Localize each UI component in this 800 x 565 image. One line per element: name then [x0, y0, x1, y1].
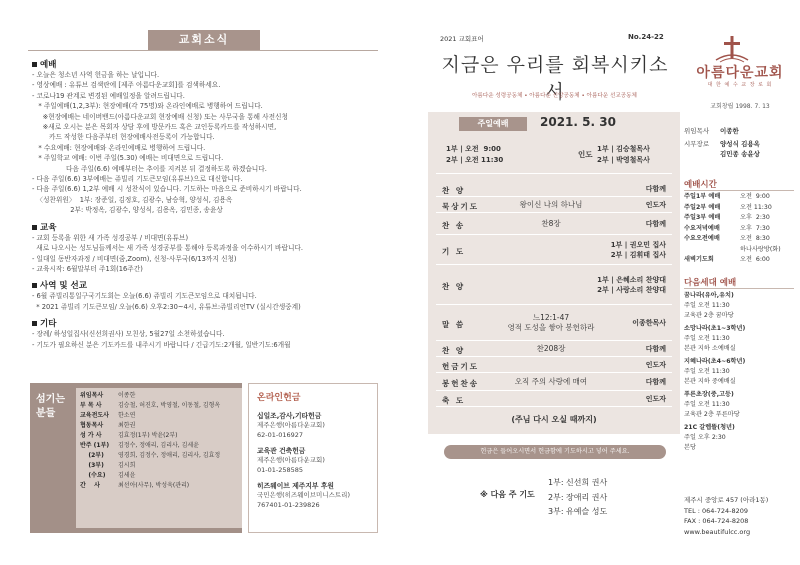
order-leader: 인도자 [645, 395, 666, 403]
service-name: 수요저녁예배 [684, 224, 720, 232]
group-schedule: 주일 오전 11:30 교육관 2층 푸른마당 [684, 401, 740, 418]
pastor-elders [684, 126, 794, 162]
news-line: - 다음 주일(6.6) 1,2부 예배 시 성찬식이 있습니다. 기도하는 마음으로 준비하시기 바랍니다. [32, 185, 302, 194]
online-accounts [257, 411, 369, 510]
service-time-row [684, 203, 794, 214]
staff-row [80, 401, 238, 411]
staff-row [80, 431, 238, 441]
order-leader: 1부 | 권오민 집사 2부 | 김휘태 집사 [610, 241, 666, 259]
staff-title: 섬기는 분들 [36, 394, 65, 419]
group-schedule: 주일 오전 11:30 교육관 2층 꿈마당 [684, 302, 734, 319]
pastor-row [684, 126, 794, 136]
news-section-heading-text: 교육 [40, 222, 57, 233]
group-name: 21C 갈렙뜰(청년) [684, 424, 735, 431]
church-denomination: 대 한 예 수 교 장 로 회 [707, 82, 773, 88]
account-bank: 국민은행(히즈웨이브미니스트리) [257, 491, 350, 499]
news-line: - 일대일 동반자과정 / 비대면(줌,Zoom), 신청-사무국(6/13까지 신청) [32, 254, 237, 263]
news-section-heading-text: 사역 및 선교 [40, 281, 87, 292]
square-bullet-icon [32, 321, 37, 326]
worship-order-row [436, 305, 672, 341]
order-label: 헌금기도 [442, 361, 479, 371]
online-offering-title: 온라인헌금 [257, 393, 301, 403]
news-line: - 6월 쥬빌리통일구국기도회는 오늘(6.6) 쥬빌리 기도큰모임으로 대치됩니다. [32, 292, 257, 301]
order-content: 찬208장 [536, 344, 566, 353]
worship-order-row [436, 181, 672, 197]
group-name: 지혜나라(초4~6학년) [684, 358, 746, 365]
staff-names: 김세윤 [118, 472, 136, 479]
service-name: 주일2부 예배 [684, 203, 721, 211]
issue-number: No.24-22 [628, 33, 664, 41]
staff-row [80, 421, 238, 431]
staff-names: 김정수, 정애리, 김리사, 김세윤 [118, 442, 199, 449]
service-name: 수요오전예배 [684, 235, 720, 242]
news-line: 새로 나오시는 성도님들께서는 새 가족 성경공부를 통해야 등록과정을 이수하시기 바랍니다. [32, 244, 303, 253]
staff-row [80, 391, 238, 401]
staff-role: 간 사 [80, 482, 100, 489]
service-time-row [684, 213, 794, 224]
offering-note: 헌금은 들어오시면서 헌금함에 기도하시고 넣어 주세요. [444, 445, 666, 459]
staff-role: 부 목 사 [80, 402, 102, 409]
order-label: 찬 양 [442, 345, 466, 355]
next-week-prayer-list: 1부: 신선희 권사 2부: 장애리 권사 3부: 유예슬 성도 [548, 478, 608, 516]
news-line: - 영상예배 : 유튜브 검색란에 [제주 아름다운교회]를 검색하세요. [32, 81, 221, 90]
staff-role: (3부) [80, 462, 104, 469]
next-gen-title: 다음세대 예배 [684, 278, 737, 288]
staff-role: 성 가 사 [80, 432, 102, 439]
worship-order-row [436, 197, 672, 213]
service-time-row [684, 255, 794, 266]
order-leader: 인도자 [645, 361, 666, 369]
news-line: 카드 작성한 다음주부터 현장예배사전등록이 가능합니다. [32, 133, 215, 142]
staff-list [76, 388, 242, 528]
order-leader: 다함께 [645, 220, 666, 228]
next-gen-group [684, 423, 794, 452]
order-leader: 1부 | 은혜소리 찬양대 2부 | 사랑소리 찬양대 [597, 276, 666, 294]
closing-phrase: (주님 다시 오실 때까지) [511, 415, 597, 424]
staff-names: 김시희 [118, 462, 136, 469]
news-body [32, 58, 382, 350]
worship-times: 1부 | 오전 9:00 2부 | 오전 11:30 [446, 145, 504, 164]
account-number: 01-01-258585 [257, 465, 304, 474]
worship-order-row [436, 235, 672, 265]
news-line: 2부: 박정옥, 김광수, 양성식, 김용옥, 김민종, 송윤상 [32, 206, 223, 215]
news-section-heading [32, 317, 382, 329]
staff-names: 한소연 [118, 412, 136, 419]
news-section-heading [32, 58, 382, 70]
news-line: ※새로 오시는 분은 목회자 상담 후에 방문카드 혹은 교인등록카드를 작성하시면, [32, 123, 277, 132]
order-content: 느12:1-47 영적 도성을 쌓아 봉헌하라 [507, 313, 595, 332]
news-section-heading [32, 221, 382, 233]
news-line: - 장례/ 하성일집사(신선희권사) 모친상, 5월27일 소천하셨습니다. [32, 330, 225, 339]
staff-row [80, 471, 238, 481]
staff-role: (2부) [80, 452, 104, 459]
next-gen-group [684, 324, 794, 353]
service-name: 주일3부 예배 [684, 214, 721, 221]
church-founded: 교회창립 1998. 7. 13 [710, 103, 770, 110]
service-time: 오전 6:00 [740, 256, 770, 263]
service-time: 오후 7:30 [740, 224, 770, 232]
news-section-heading [32, 279, 382, 291]
service-time: 오전 8:30 하나사랑방(화) [740, 235, 781, 253]
group-name: 꿈나라(유아,유치) [684, 292, 734, 299]
leader-label: 인도 [578, 150, 593, 159]
worship-tag: 주일예배 [459, 117, 527, 131]
service-times-divider [684, 190, 794, 191]
order-leader: 이종한목사 [632, 319, 666, 327]
account-number: 62-01-016927 [257, 430, 304, 439]
service-time: 오전 9:00 [740, 193, 770, 200]
pastor-role: 위임목사 [684, 127, 710, 135]
order-label: 묵상기도 [442, 201, 479, 211]
news-line: * 주일학교 예배: 이번 주일(5.30) 예배는 비대면으로 드립니다. [32, 154, 224, 163]
staff-row [80, 441, 238, 451]
order-content: 찬8장 [541, 219, 561, 228]
news-line: - 다음 주일(6.6) 3부예배는 쥬빌리 기도큰모임(유튜브)으로 대신합니다. [32, 175, 243, 184]
account-name: 히즈웨이브 제주지부 후원 [257, 482, 334, 490]
pastor-role: 시무장로 [684, 140, 710, 148]
worship-order-row [436, 265, 672, 305]
group-schedule: 주일 오후 2:30 본당 [684, 434, 726, 451]
ministries-line: 아름다운 성령공동체 • 아름다운 신앙공동체 • 아름다운 선교공동체 [472, 93, 637, 99]
motto-label: 2021 교회표어 [440, 35, 484, 43]
news-line: 다음 주일(6.6) 예배부터는 추이를 지켜본 뒤 결정하도록 하겠습니다. [32, 164, 267, 173]
order-label: 기 도 [442, 246, 466, 256]
staff-row [80, 411, 238, 421]
service-name: 새벽기도회 [684, 256, 714, 263]
worship-order-row [436, 213, 672, 235]
schedule-divider [436, 173, 672, 174]
service-name: 주일1부 예배 [684, 193, 721, 200]
service-times-title: 예배시간 [684, 180, 717, 190]
worship-order-row [436, 391, 672, 407]
worship-date: 2021. 5. 30 [540, 115, 616, 129]
news-line: - 교회 등록을 위한 새 가족 성경공부 / 비대면(유튜브) [32, 233, 189, 242]
order-label: 축 도 [442, 395, 466, 405]
next-gen-list [684, 291, 794, 456]
service-time: 오후 2:30 [740, 214, 770, 221]
next-gen-group [684, 390, 794, 419]
service-time-row [684, 224, 794, 235]
order-content: 오직 주의 사랑에 매여 [514, 377, 588, 386]
news-line: * 수요예배: 현장예배와 온라인예배로 병행하여 드립니다. [32, 143, 206, 152]
staff-names: 김효정(1부) 박윤(2부) [118, 432, 178, 439]
next-week-prayer-label: ※ 다음 주 기도 [480, 490, 535, 499]
church-name: 아름다운교회 [696, 65, 784, 81]
account-name: 교육관 건축헌금 [257, 447, 306, 455]
offering-account [257, 411, 369, 440]
pastor-names: 이종한 [720, 127, 739, 135]
staff-row [80, 481, 238, 491]
order-leader: 인도자 [645, 201, 666, 209]
group-schedule: 주일 오전 11:30 본관 지하 중예배실 [684, 368, 736, 385]
account-bank: 제주은행(아름다운교회) [257, 456, 325, 464]
offering-account [257, 446, 369, 475]
news-section-heading-text: 기타 [40, 319, 57, 330]
staff-names: 영경희, 김정수, 정애리, 김리사, 김효정 [118, 452, 221, 459]
news-title: 교회소식 [148, 30, 260, 50]
worship-order-row [436, 341, 672, 357]
news-line: - 오늘은 청소년 사역 헌금을 하는 날입니다. [32, 71, 160, 79]
order-label: 찬 양 [442, 185, 466, 195]
church-cross-icon [712, 34, 752, 64]
order-label: 찬 송 [442, 220, 466, 230]
service-time: 오전 11:30 [740, 203, 772, 211]
news-line: * 주일예배(1,2,3부): 현장예배(각 75명)와 온라인예배로 병행하여 드립니다. [32, 102, 263, 111]
order-label: 말 씀 [442, 319, 466, 329]
order-leader: 다함께 [645, 185, 666, 193]
staff-names: 최한권 [118, 422, 136, 429]
contact-info: 제주시 중앙로 457 (아라1동) TEL : 064-724-8209 FAX : 064-724-8208 www.beautifulcc.org [684, 496, 769, 536]
square-bullet-icon [32, 62, 37, 67]
news-section-heading-text: 예배 [40, 60, 57, 70]
order-leader: 다함께 [645, 345, 666, 353]
news-line: - 기도가 필요하신 분은 기도카드를 내주시기 바랍니다 / 긴급기도:2개월, 일반기도:6개월 [32, 340, 291, 349]
news-line: - 교육시작: 6월말부터 주1회(16주간) [32, 264, 143, 273]
offering-account [257, 481, 369, 510]
order-leader: 다함께 [645, 378, 666, 386]
online-offering-box [248, 383, 378, 533]
service-time-row [684, 234, 794, 255]
group-schedule: 주일 오전 11:30 본관 지하 소예배실 [684, 335, 736, 352]
staff-names: 최선아(사무), 박성욱(관리) [118, 482, 190, 489]
news-line: 〈성찬위원〉 1부: 장준일, 김정호, 김광수, 남승혁, 양성식, 김용옥 [32, 195, 233, 204]
staff-row [80, 451, 238, 461]
staff-names: 김승철, 허진호, 박영철, 이동철, 김형옥 [118, 402, 221, 409]
staff-role: (수요) [80, 472, 106, 479]
worship-order-row [436, 357, 672, 373]
square-bullet-icon [32, 283, 37, 288]
staff-role: 교육전도사 [80, 412, 109, 419]
next-gen-group [684, 357, 794, 386]
staff-names: 이종한 [118, 392, 136, 399]
next-gen-group [684, 291, 794, 320]
account-number: 767401-01-239826 [257, 500, 320, 509]
service-times-list [684, 192, 794, 266]
order-content: 왕이신 나의 하나님 [519, 200, 583, 209]
news-line: * 2021 쥬빌리 기도큰모임/ 오늘(6.6) 오후2:30~4시, 유튜브:쥬빌리언TV (실시간생중계) [32, 302, 301, 311]
worship-leaders: 1부 | 김승철목사 2부 | 박영철목사 [597, 145, 650, 164]
pastor-row [684, 139, 794, 159]
group-name: 푸른초장(중,고등) [684, 391, 734, 398]
account-bank: 제주은행(아름다운교회) [257, 421, 325, 429]
group-name: 소망나라(초1~3학년) [684, 325, 746, 332]
worship-order-row [436, 373, 672, 391]
news-line: ※현장예배는 네이버밴드(아름다운교회 현장예배 신청) 또는 사무국을 통해 사전신청 [32, 112, 288, 121]
pastor-names: 양성식 김용옥 김민종 송윤상 [720, 140, 760, 158]
account-name: 십일조,감사,기타헌금 [257, 412, 322, 420]
staff-role: 반주 (1부) [80, 442, 110, 449]
next-gen-divider [684, 288, 794, 289]
service-time-row [684, 192, 794, 203]
staff-row [80, 461, 238, 471]
motto-title: 지금은 우리를 회복시키소서 [441, 54, 669, 103]
order-label: 봉헌찬송 [442, 378, 479, 388]
square-bullet-icon [32, 225, 37, 230]
staff-role: 위임목사 [80, 392, 104, 399]
news-divider [28, 50, 378, 51]
news-line: - 코로나19 관계로 변경된 예배일정을 알려드립니다. [32, 91, 185, 100]
order-label: 찬 양 [442, 281, 466, 291]
staff-role: 협동목사 [80, 422, 104, 429]
